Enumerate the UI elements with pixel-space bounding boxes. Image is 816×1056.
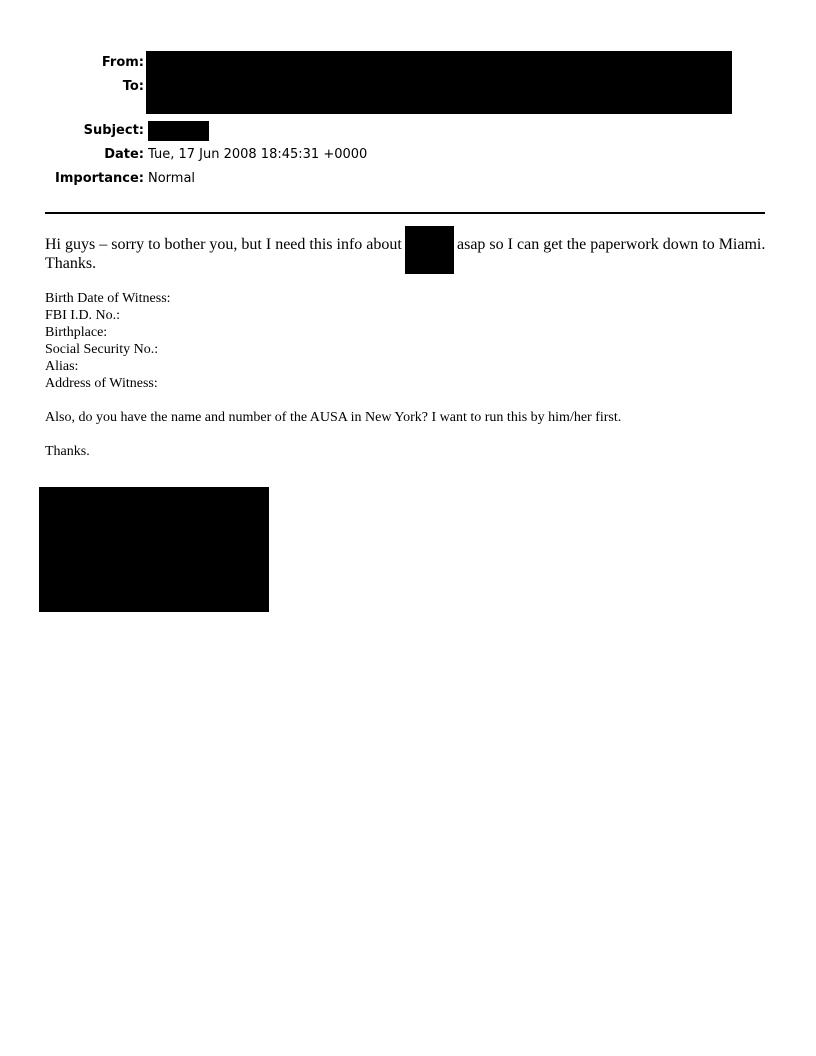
importance-label: Importance: [55, 171, 144, 186]
to-label: To: [122, 79, 144, 94]
from-label: From: [101, 55, 144, 70]
importance-value: Normal [148, 171, 196, 186]
field-address: Address of Witness: [45, 376, 158, 391]
field-alias: Alias: [45, 359, 79, 374]
question-text: Also, do you have the name and number of the AUSA in New York? I want to run this by him/her first. [45, 410, 622, 425]
greeting-thanks: Thanks. [45, 255, 97, 272]
greeting-text-end: asap so I can get the paperwork down to Miami. [457, 236, 766, 253]
subject-label: Subject: [83, 123, 144, 138]
from-to-redaction [146, 51, 732, 114]
field-fbi-id: FBI I.D. No.: [45, 308, 121, 323]
greeting-text-start: Hi guys – sorry to bother you, but I need this info about [45, 236, 402, 253]
date-label: Date: [104, 147, 144, 162]
field-ssn: Social Security No.: [45, 342, 159, 357]
subject-name-redaction [405, 226, 454, 274]
field-birthplace: Birthplace: [45, 325, 108, 340]
subject-redaction [148, 121, 209, 141]
closing-text: Thanks. [45, 444, 90, 459]
header-divider [45, 212, 765, 214]
signature-redaction [39, 487, 269, 612]
field-birth-date: Birth Date of Witness: [45, 291, 171, 306]
date-value: Tue, 17 Jun 2008 18:45:31 +0000 [148, 147, 368, 162]
